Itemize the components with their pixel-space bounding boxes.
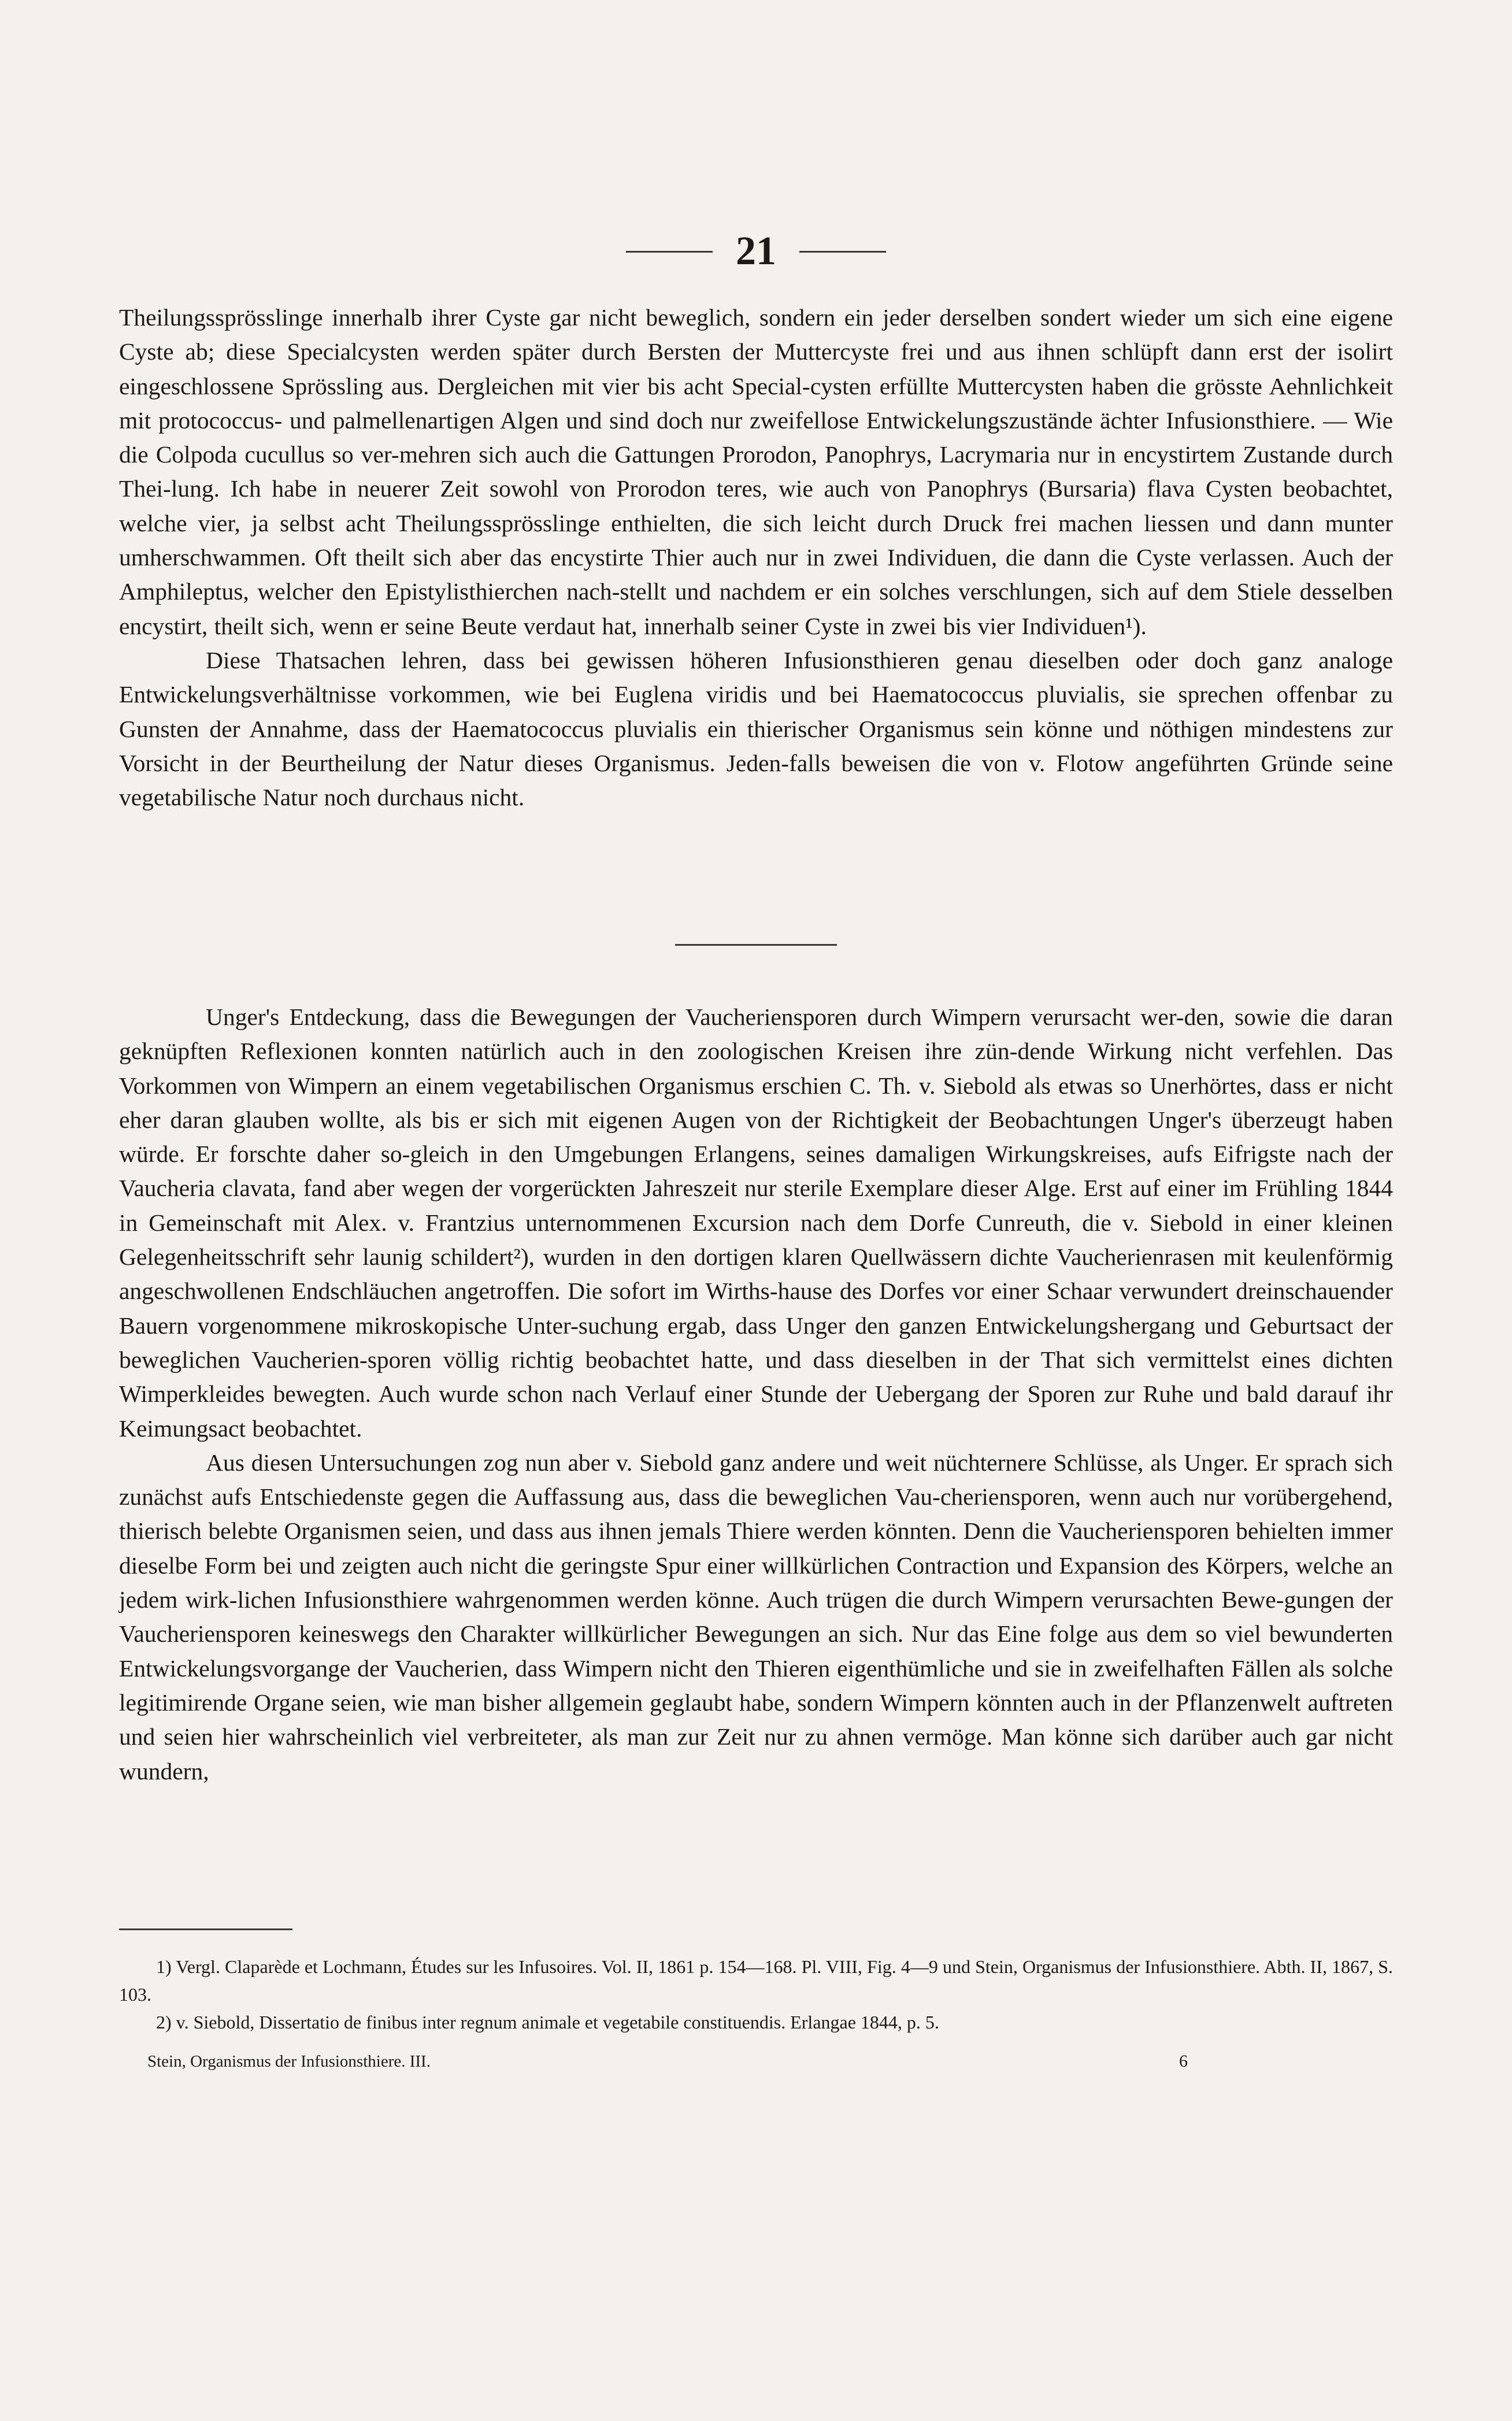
bottom-line: Stein, Organismus der Infusionsthiere. III. bbox=[147, 2052, 431, 2071]
header-rule-left bbox=[626, 251, 713, 253]
footnotes bbox=[119, 1953, 1393, 2036]
header-rule-right bbox=[799, 251, 886, 253]
section-separator bbox=[675, 944, 837, 946]
section-unger-discovery bbox=[119, 1000, 1393, 1789]
footnote-rule bbox=[119, 1928, 292, 1930]
paragraph: Aus diesen Untersuchungen zog nun aber v. Siebold ganz andere und weit nüchternere Schlüsse, als Unger. Er sprach sich zunächst aufs Entschiedenste gegen die Auffassung aus, dass die beweglichen Vau-cheriensporen, wenn auch nur vorübergehend, thierisch belebte Organismen seien, und dass aus ihnen jemals Thiere werden könnten. Denn die Vaucheriensporen behielten immer dieselbe Form bei und zeigten auch nicht die geringste Spur einer willkürlichen Contraction und Expansion des Körpers, welche an jedem wirk-lichen Infusionsthiere wahrgenommen werden könne. Auch trügen die durch Wimpern verursachten Bewe-gungen der Vaucheriensporen keineswegs den Charakter willkürlicher Bewegungen an sich. Nur das Eine folge aus dem so viel bewunderten Entwickelungsvorgange der Vaucherien, dass Wimpern nicht den Thieren eigenthümliche und sie in zweifelhaften Fällen als solche legitimirende Organe seien, wie man bisher allgemein geglaubt habe, sondern Wimpern könnten auch in der Pflanzenwelt auftreten und seien hier wahrscheinlich viel verbreiteter, als man zur Zeit nur zu ahnen vermöge. Man könne sich darüber auch gar nicht wundern, bbox=[119, 1449, 1393, 1785]
signature-mark: 6 bbox=[1179, 2052, 1188, 2071]
page-header bbox=[0, 220, 1512, 283]
paragraph: Diese Thatsachen lehren, dass bei gewissen höheren Infusionsthieren genau dieselben oder doch ganz analoge Entwickelungsverhältnisse vorkommen, wie bei Euglena viridis und bei Haematococcus pluvialis, sie sprechen offenbar zu Gunsten der Annahme, dass der Haematococcus pluvialis ein thierischer Organismus sein könne und nöthigen mindestens zur Vorsicht in der Beurtheilung der Natur dieses Organismus. Jeden-falls beweisen die von v. Flotow angeführten Gründe seine vegetabilische Natur noch durchaus nicht. bbox=[119, 646, 1393, 811]
section-continuation bbox=[119, 301, 1393, 815]
footnote: 2) v. Siebold, Dissertatio de finibus inter regnum animale et vegetabile constituendis. Erlangae 1844, p. 5. bbox=[156, 2012, 939, 2033]
paragraph: Unger's Entdeckung, dass die Bewegungen der Vaucheriensporen durch Wimpern verursacht wer-den, sowie die daran geknüpften Reflexionen konnten natürlich auch in den zoologischen Kreisen ihre zün-dende Wirkung nicht verfehlen. Das Vorkommen von Wimpern an einem vegetabilischen Organismus erschien C. Th. v. Siebold als etwas so Unerhörtes, dass er nicht eher daran glauben wollte, als bis er sich mit eigenen Augen von der Richtigkeit der Beobachtungen Unger's überzeugt haben würde. Er forschte daher so-gleich in den Umgebungen Erlangens, seines damaligen Wirkungskreises, aufs Eifrigste nach der Vaucheria clavata, fand aber wegen der vorgerückten Jahreszeit nur sterile Exemplare dieser Alge. Erst auf einer im Frühling 1844 in Gemeinschaft mit Alex. v. Frantzius unternommenen Excursion nach dem Dorfe Cunreuth, die v. Siebold in einer kleinen Gelegenheitsschrift sehr launig schildert²), wurden in den dortigen klaren Quellwässern dichte Vaucherienrasen mit keulenförmig angeschwollenen Endschläuchen angetroffen. Die sofort im Wirths-hause des Dorfes vor einer Schaar verwundert dreinschauender Bauern vorgenommene mikroskopische Unter-suchung ergab, dass Unger den ganzen Entwickelungshergang und Geburtsact der beweglichen Vaucherien-sporen völlig richtig beobachtet hatte, und dass dieselben in der That sich vermittelst eines dichten Wimperkleides bewegten. Auch wurde schon nach Verlauf einer Stunde der Uebergang der Sporen zur Ruhe und bald darauf ihr Keimungsact beobachtet. bbox=[119, 1004, 1393, 1442]
page-number: 21 bbox=[736, 229, 776, 273]
paragraph: Theilungssprösslinge innerhalb ihrer Cyste gar nicht beweglich, sondern ein jeder derselben sondert wieder um sich eine eigene Cyste ab; diese Specialcysten werden später durch Bersten der Muttercyste frei und aus ihnen schlüpft dann erst der isolirt eingeschlossene Sprössling aus. Dergleichen mit vier bis acht Special-cysten erfüllte Muttercysten haben die grösste Aehnlichkeit mit protococcus- und palmellenartigen Algen und sind doch nur zweifellose Entwickelungszustände ächter Infusionsthiere. — Wie die Colpoda cucullus so ver-mehren sich auch die Gattungen Prorodon, Panophrys, Lacrymaria nur in encystirtem Zustande durch Thei-lung. Ich habe in neuerer Zeit sowohl von Prorodon teres, wie auch von Panophrys (Bursaria) flava Cysten beobachtet, welche vier, ja selbst acht Theilungssprösslinge enthielten, die sich leicht durch Druck frei machen liessen und dann munter umherschwammen. Oft theilt sich aber das encystirte Thier auch nur in zwei Individuen, die dann die Cyste verlassen. Auch der Amphileptus, welcher den Epistylisthierchen nach-stellt und nachdem er ein solches verschlungen, sich auf dem Stiele desselben encystirt, theilt sich, wenn er seine Beute verdaut hat, innerhalb seiner Cyste in zwei bis vier Individuen¹). bbox=[119, 304, 1393, 639]
footnote: 1) Vergl. Claparède et Lochmann, Études sur les Infusoires. Vol. II, 1861 p. 154—168. Pl. VIII, Fig. 4—9 und Stein, Organismus der Infusionsthiere. Abth. II, 1867, S. 103. bbox=[119, 1956, 1393, 2005]
